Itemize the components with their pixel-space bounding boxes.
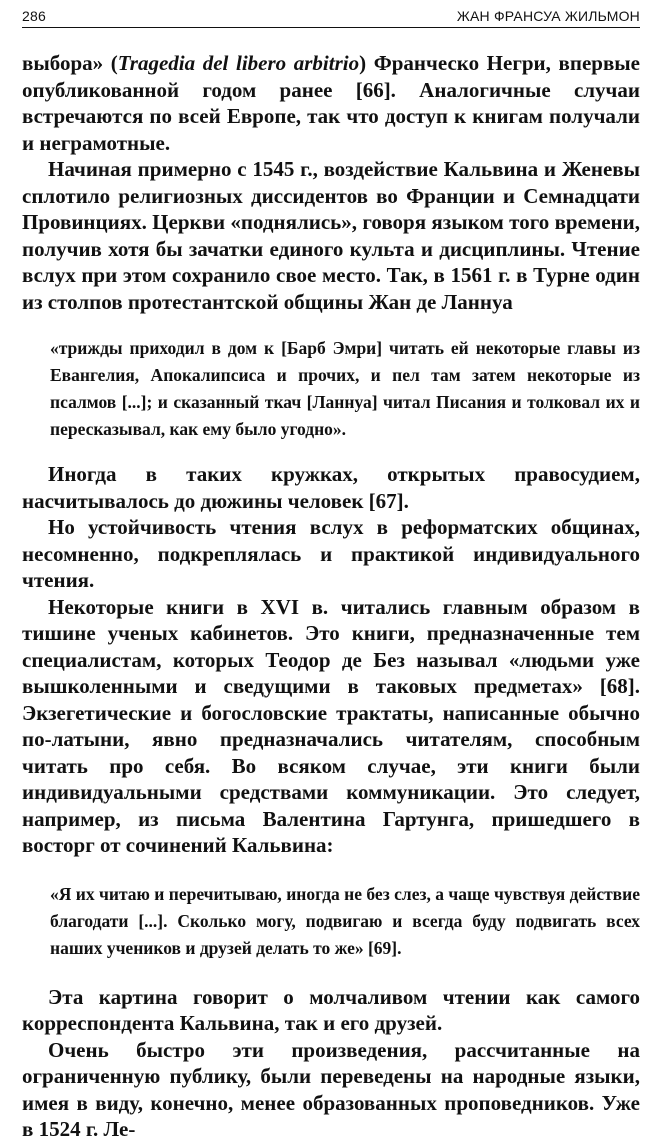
page-number: 286	[22, 8, 46, 24]
paragraph-1-end: ) Франческо Негри, впервые опубликованной годом ранее [66]. Аналогичные случаи встречаются по всей Европе, так что доступ к книгам получали и неграмотные.	[22, 51, 641, 155]
running-header	[22, 8, 640, 28]
paragraph-1-start: выбора» (	[22, 51, 118, 75]
italic-title: Tragedia del libero arbitrio	[117, 51, 360, 75]
page-body	[22, 50, 640, 1143]
paragraph-6: Эта картина говорит о молчаливом чтении как самого корреспондента Кальвина, так и его друзей.	[22, 984, 640, 1035]
paragraph-2: Начиная примерно с 1545 г., воздействие Кальвина и Женевы сплотило религиозных диссидентов во Франции и Семнадцати Провинциях. Церкви «поднялись», говоря языком того времени, получив хотя бы зачатки единого культа и дисциплины. Чтение вслух при этом сохранило свое место. Так, в 1561 г. в Турне один из столпов протестантской общины Жан де Ланнуа	[22, 157, 640, 314]
running-title: ЖАН ФРАНСУА ЖИЛЬМОН	[456, 8, 640, 24]
paragraph-1	[22, 50, 640, 156]
paragraph-5: Некоторые книги в XVI в. читались главным образом в тишине ученых кабинетов. Это книги, предназначенные тем специалистам, которых Теодор де Без называл «людьми уже вышколенными и сведущими в таковых предметах» [68]. Экзегетические и богословские трактаты, написанные обычно по-латыни, явно предназначались читателям, способным читать про себя. Во всяком случае, эти книги были индивидуальными средствами коммуникации. Это следует, например, из письма Валентина Гартунга, пришедшего в восторг от сочинений Кальвина:	[22, 594, 640, 857]
paragraph-7: Очень быстро эти произведения, рассчитанные на ограниченную публику, были переведены на народные языки, имея в виду, конечно, менее образованных проповедников. Уже в 1524 г. Ле-	[22, 1037, 640, 1141]
paragraph-3: Иногда в таких кружках, открытых правосудием, насчитывалось до дюжины человек [67].	[22, 462, 640, 513]
block-quote-2: «Я их читаю и перечитываю, иногда не без слез, а чаще чувствуя действие благодати [...]. Сколько могу, подвигаю и всегда буду подвигать всех наших учеников и друзей делать то же» [69].	[50, 883, 640, 958]
block-quote-1: «трижды приходил в дом к [Барб Эмри] читать ей некоторые главы из Евангелия, Апокалипсиса и прочих, и пел там затем некоторые из псалмов [...]; и сказанный ткач [Ланнуа] читал Писания и толковал их и пересказывал, как ему было угодно».	[50, 338, 640, 439]
paragraph-4: Но устойчивость чтения вслух в реформатских общинах, несомненно, подкреплялась и практикой индивидуального чтения.	[22, 515, 640, 592]
book-page	[22, 8, 640, 1143]
